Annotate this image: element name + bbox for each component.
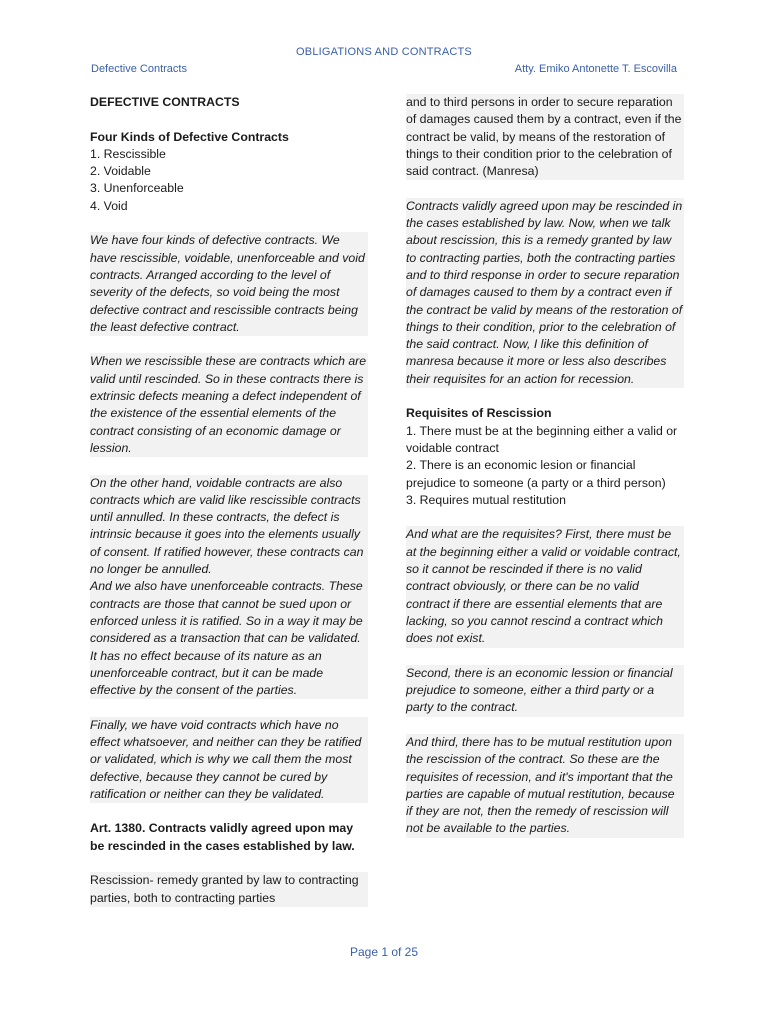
page-number: Page 1 of 25 — [349, 945, 419, 959]
paragraph: Rescission- remedy granted by law to contracting parties, both to contracting parties — [90, 872, 368, 907]
subheading: Four Kinds of Defective Contracts — [90, 129, 289, 144]
author-header: Atty. Emiko Antonette T. Escovilla — [514, 63, 677, 75]
list-item: 2. There is an economic lesion or financial prejudice to someone (a party or a third person) — [406, 458, 666, 490]
paragraph: And third, there has to be mutual restitution upon the rescission of the contract. So these are the requisites of recession, and it's important that the parties are capable of mutual restitution, because if they are not, then the remedy of rescission will not be available to the parties. — [406, 734, 684, 838]
paragraph: When we rescissible these are contracts which are valid until rescinded. So in these contracts there is extrinsic defects meaning a defect independent of the existence of the essential elements of the contract consisting of an economic damage or lession. — [90, 353, 368, 457]
paragraph: And what are the requisites? First, there must be at the beginning either a valid or voidable contract, so it cannot be rescinded if there is no valid contract obviously, or there can be no valid contract if there are essential elements that are lacking, so you cannot rescind a contract which does not exist. — [406, 526, 684, 647]
paragraph: Second, there is an economic lession or financial prejudice to someone, either a third party or a party to the contract. — [406, 665, 684, 717]
list-item: 1. Rescissible — [90, 146, 166, 161]
defective-list — [90, 146, 368, 215]
paragraph — [90, 475, 368, 700]
section-heading: DEFECTIVE CONTRACTS — [90, 95, 240, 109]
left-column — [90, 94, 368, 924]
paragraph-part: And we also have unenforceable contracts. These contracts are those that cannot be sued upon or enforced unless it is ratified. So in a way it may be considered as a transaction that can be validated. It has no effect because of its nature as an unenforceable contract, but it can be made effective by the consent of the parties. — [90, 579, 363, 698]
list-item: 2. Voidable — [90, 164, 151, 179]
section-header: Defective Contracts — [91, 63, 187, 75]
right-column — [406, 94, 684, 855]
list-item: 3. Unenforceable — [90, 181, 184, 196]
list-item: 4. Void — [90, 198, 128, 213]
requisites-heading: Requisites of Rescission — [406, 406, 552, 421]
document-title: OBLIGATIONS AND CONTRACTS — [296, 46, 472, 58]
requisites-list — [406, 423, 684, 509]
paragraph-part: On the other hand, voidable contracts are also contracts which are valid like rescissible contracts until annulled. In these contracts, the defect is intrinsic because it goes into the elements usually of consent. If ratified however, these contracts can no longer be annulled. — [90, 475, 364, 577]
article-heading: Art. 1380. Contracts validly agreed upon may be rescinded in the cases established by law. — [90, 821, 355, 853]
paragraph: Finally, we have void contracts which have no effect whatsoever, and neither can they be ratified or validated, which is why we call them the most defective, because they cannot be cured by ratification or neither can they be validated. — [90, 717, 368, 803]
paragraph: Contracts validly agreed upon may be rescinded in the cases established by law. Now, when we talk about rescission, this is a remedy granted by law to contracting parties, both the contracting parties and to third response in order to secure reparation of damages caused to them by a contract even if the contract be valid by means of the restoration of things to their condition, prior to the celebration of the said contract. Now, I like this definition of manresa because it more or less also describes their requisites for an action for recession. — [406, 198, 684, 388]
list-item: 3. Requires mutual restitution — [406, 492, 566, 507]
paragraph: and to third persons in order to secure reparation of damages caused them by a contract, even if the contract be valid, by means of the restoration of things to their condition prior to the celebration of said contract. (Manresa) — [406, 94, 684, 180]
list-item: 1. There must be at the beginning either a valid or voidable contract — [406, 423, 678, 455]
paragraph: We have four kinds of defective contracts. We have rescissible, voidable, unenforceable and void contracts. Arranged according to the level of severity of the defects, so void being the most defective contract and rescissible contracts being the least defective contract. — [90, 232, 368, 336]
